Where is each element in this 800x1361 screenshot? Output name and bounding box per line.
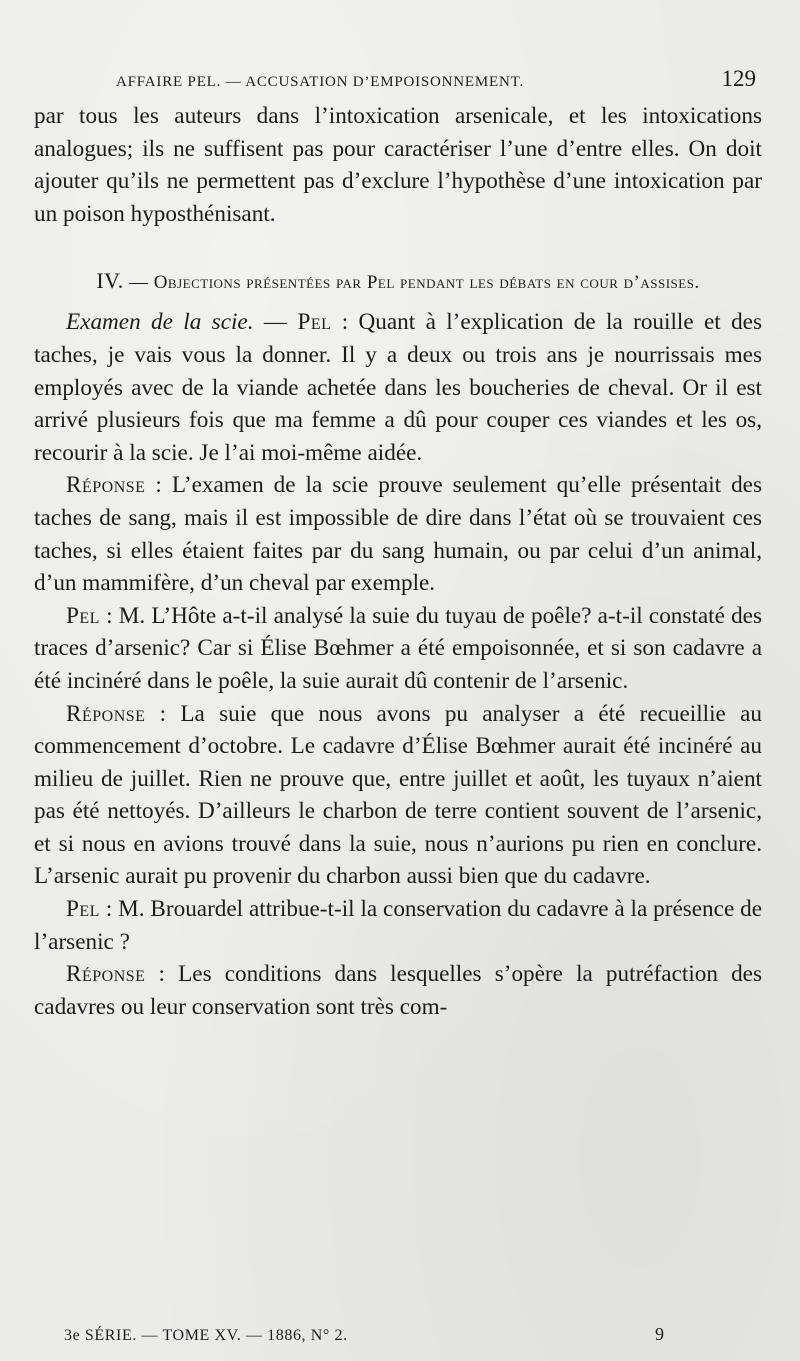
speaker-label: Réponse: [66, 961, 146, 988]
section-number: IV.: [96, 268, 124, 294]
paragraph-response: [34, 958, 762, 1023]
page-number: 129: [721, 66, 756, 91]
paragraph-text: : Quant à l’explication de la rouille et des taches, je vais vous la donner. Il y a deux ou trois ans je nourrissais mes employés avec de la viande achetée dans les boucheries de cheval. Or il est arrivé plusieurs fois que ma femme a dû pour couper ces viandes et les os, recourir à la scie. Je l’ai moi-même aidée.: [34, 309, 762, 466]
paragraph-text: : M. L’Hôte a-t-il analysé la suie du tuyau de poêle? a-t-il constaté des traces d’arsenic? Car si Élise Bœhmer a été empoisonnée, et si son cadavre a été incinéré dans le poêle, la suie aurait dû contenir de l’arsenic.: [34, 602, 762, 694]
speaker-label: Réponse: [66, 700, 146, 727]
paragraph-text: par tous les auteurs dans l’intoxication arsenicale, et les intoxications analogues; ils ne suffisent pas pour caractériser l’une d’entre elles. On doit ajouter qu’ils ne permettent pas d’exclure l’hypothèse d’une intoxication par un poison hyposthénisant.: [34, 103, 762, 227]
speaker-label: Pel: [66, 602, 100, 629]
running-head: [116, 66, 756, 92]
paragraph-text: : L’examen de la scie prouve seulement qu’elle présentait des taches de sang, mais il est impossible de dire dans l’état où se trouvaient ces taches, si elles étaient faites par du sang humain, ou par celui d’un animal, d’un mammifère, d’un cheval par exemple.: [34, 472, 762, 597]
paragraph-text: : La suie que nous avons pu analyser a été recueillie au commencement d’octobre. Le cadavre d’Élise Bœhmer aurait été incinéré au milieu de juillet. Rien ne prouve que, entre juillet et août, les tuyaux n’aient pas été nettoyés. D’ailleurs le charbon de terre contient souvent de l’arsenic, et si nous en avions trouvé dans la suie, nous n’aurions pu rien en conclure. L’arsenic aurait pu provenir du charbon aussi bien que du cadavre.: [34, 700, 762, 890]
paragraph-dash: —: [253, 309, 298, 336]
section-heading: [34, 268, 762, 296]
speaker-label: Pel: [66, 896, 100, 923]
paragraph-response: [34, 698, 762, 894]
paragraph-continuation: [34, 100, 762, 230]
paragraph-question: [34, 600, 762, 698]
running-title: AFFAIRE PEL. — ACCUSATION D’EMPOISONNEMENT.: [116, 74, 525, 90]
paragraph-saw-examination: [34, 306, 762, 469]
paragraph-subject: Examen de la scie.: [66, 309, 254, 336]
paragraph-question: [34, 893, 762, 958]
paragraph-response: [34, 469, 762, 599]
section-title: — Objections présentées par Pel pendant les débats en cour d’assises.: [128, 272, 700, 294]
speaker-label: Pel: [297, 309, 332, 336]
signature-mark: 9: [655, 1324, 664, 1344]
speaker-label: Réponse: [66, 472, 146, 499]
paragraph-text: : M. Brouardel attribue-t-il la conservation du cadavre à la présence de l’arsenic ?: [34, 896, 762, 955]
page-footer: [64, 1324, 664, 1345]
paragraph-text: : Les conditions dans lesquelles s’opère la putréfaction des cadavres ou leur conservation sont très com-: [34, 961, 762, 1020]
body-text: [34, 100, 762, 1023]
series-line: 3e SÉRIE. — TOME XV. — 1886, N° 2.: [64, 1327, 348, 1344]
